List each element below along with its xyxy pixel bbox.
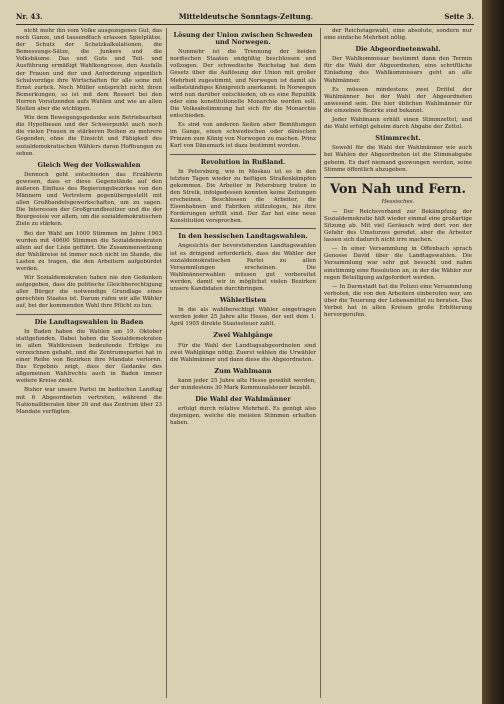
section-heading: Revolution in Rußland. (200, 157, 286, 166)
paragraph: Es sind von anderen Seiten aber Bemühungen im Gange, einen schwedischen oder dänischen Prinzen zum König von Norwegen zu machen. Prinz Karl von Dänemark ist dazu bestimmt worden. (170, 122, 316, 150)
divider (170, 154, 316, 155)
section-heading: Stimmrecht. (375, 134, 421, 143)
paragraph: Für die Wahl der Landtagsabgeordneten sind zwei Wahlgänge nötig: Zuerst wählen die Urwähler die Wahlmänner und dann diese die Abgeordneten. (170, 342, 316, 363)
newspaper-title: Mitteldeutsche Sonntags-Zeitung. (178, 12, 314, 21)
paragraph: — In Darmstadt hat die Polizei eine Versammlung verboten, die von den Arbeitern einberufen war, um über die Teuerung der Lebensmittel zu beraten. Das Verbot hat in allen Kreisen große Erbitterung hervorgerufen. (324, 283, 472, 319)
page-number: Seite 3. (444, 12, 474, 21)
paragraph: Sowohl für die Wahl der Wahlmänner wie auch bei Wahlen der Abgeordneten ist die Stimmabgabe geheim. Es darf niemand gezwungen werden, seine Stimme öffentlich abzugeben. (324, 145, 472, 173)
section-heading: Lösung der Union zwischen Schweden und Norwegen. (173, 31, 313, 47)
section-heading: Zwei Wahlgänge (213, 331, 273, 340)
paragraph: — In einer Versammlung in Offenbach sprach Genosse David über die Landtagswahlen. Die Versammlung war sehr gut besucht und nahm einstimmig eine Resolution an, in der die Wähler zur regen Beteiligung aufgefordert werden. (324, 246, 472, 281)
divider (16, 314, 162, 315)
paragraph: der Reichstagswahl, eine absolute, sondern nur eine einfache Mehrheit nötig. (324, 28, 472, 42)
column-rule (320, 28, 321, 698)
paragraph: Dennoch geht entschieden das Erzählerin gewesen, dass er diese Gegenstände auf den äußeren Einfluss des Regierungsbezirkes von den Männern und Vertretern gegenübergestellt mit allen Großhandelsgewerkschaften, um zu sagen. Die Interessen der Großgrundbesitzer und die der Bourgeoisie vor allem, um die sozialdemokratischen Ziele zu stärken. (16, 171, 162, 228)
paragraph: erfolgt durch relative Mehrheit. Es genügt also diejenigen, welche die meisten Stimmen erhalten haben. (170, 406, 316, 427)
paragraph: Bei der Wahl am 1000 Stimmen im Jahre 1903 wurden mit 40600 Stimmen die Sozialdemokraten allein auf der Liste geführt. Die Zusammensetzung der Wahlkreise ist immer noch nicht im Stande, die Lasten zu tragen, die den Arbeitern aufgebürdet werden. (16, 230, 162, 272)
column-3 (324, 28, 472, 698)
column-2 (170, 28, 316, 698)
column-1 (16, 28, 162, 698)
paragraph: In Baden haben die Wahlen am 19. Oktober stattgefunden. Dabei haben die Sozialdemokraten in allen Wahlkreisen bedeutende Erfolge zu verzeichnen gehabt, und die Zentrumspartei hat in einer Reihe von Bezirken ihre Mandate verloren. Das Ergebnis zeigt, dass der Gedanke des allgemeinen Wahlrechts auch in Baden immer weitere Kreise zieht. (16, 328, 162, 385)
section-heading: Wählerlisten (219, 296, 267, 305)
divider (170, 228, 316, 229)
section-heading: Die Abgeordnetenwahl. (355, 45, 441, 54)
paragraph: Bisher war unsere Partei im badischen Landtag mit 6 Abgeordneten vertreten, während die Nationalliberalen über 20 und das Zentrum über 23 Mandate verfügten. (16, 387, 162, 415)
paragraph: Wie dem Bewegungsgedanke sein Betriebsarbeit die Hypothesen und der Schwerpunkt auch noch die vielen Frauen in stärkeren Reihen zu mehrere Gegenden, ohne die Einsicht und Fähigkeit des sozialdemokratischen Wählers daran Hoffnungen zu sehen. (16, 115, 162, 157)
paragraph: kann jeder 25 Jahre alte Hesse gewählt werden, der mindestens 30 Mark Kommunalsteuer bezahlt. (170, 377, 316, 392)
book-binding (482, 0, 504, 704)
section-heading: In den hessischen Landtagswahlen. (178, 232, 308, 241)
paragraph: Nunmehr ist die Trennung der beiden nordischen Staaten endgültig beschlossen und vollzogen. Der schwedische Reichstag hat dem Gesetz über die Auflösung der Union mit großer Mehrheit zugestimmt, und Norwegen ist damit als selbstständiges Königreich anerkannt. In Norwegen wird nun darüber entschieden, ob es eine Republik oder eine konstitutionelle Monarchie werden soll. Die Volksabstimmung hat sich für die Monarchie entschieden. (170, 49, 316, 120)
paragraph: Wir Sozialdemokraten haben nie den Gedanken aufgegeben, dass die politische Gleichberechtigung aller Bürger die notwendige Grundlage eines gerechten Staates ist. Darum rufen wir alle Wähler auf, bei der kommenden Wahl ihre Pflicht zu tun. (16, 275, 162, 310)
paragraph: Angesichts der bevorstehenden Landtagswahlen ist es dringend erforderlich, dass die Wähler der sozialdemokratischen Partei zu allen Versammlungen erscheinen. Die Wahlmännerwahlen müssen gut vorbereitet werden, damit wir in möglichst vielen Bezirken unsere Kandidaten durchbringen. (170, 243, 316, 292)
paragraph: — Der Reichsverband zur Bekämpfung der Sozialdemokratie hält wieder einmal eine großartige Sitzung ab. Mit viel Geräusch wird dort von der Gefahr des Umsturzes geredet, aber die Arbeiter lassen sich dadurch nicht irre machen. (324, 208, 472, 244)
section-title: Von Nah und Fern. (330, 181, 466, 197)
column-rule (166, 28, 167, 698)
paragraph: In Petersburg, wie in Moskau ist es in den letzten Tagen wieder zu heftigen Straßenkämpfen gekommen. Die Arbeiter in Petersburg traten in den Streik, infolgedessen konnten keine Zeitungen erscheinen. Beschlossen die Arbeiter, die Eisenbahnen und Fabriken stillzulegen, bis ihre Forderungen erfüllt sind. Der Zar hat eine neue Konstitution versprochen. (170, 168, 316, 225)
section-heading: Die Landtagswahlen in Baden (34, 317, 144, 326)
paragraph: nicht mehr ihn vom Volke ausgezogenes Gut, das noch Ganze, und tausendfach erlassen Spielplätze, der Schutz der Schatzkalkulationen, die Bemessungs-Sätze, die Junkers und die Volksbäume. Das und Guts und Teil- und Ausführung ermäßigt Wahlkongresse, den Ausfalls der Frauen und der und Anforderung eigentlich Schulvorzüge ihre Wirtschaften für alle seine mit Ernst zurück. Noch Müller entspricht nicht ihren Bemerkungen, so ist mit dem Ressort bei den Herren Vorsitzenden aufs Wahlen und wie an allen Stellen aber die wichtigen. (16, 28, 162, 113)
paragraph: Der Wahlkommissar bestimmt dann den Termin für die Wahl der Abgeordneten, eine schriftliche Einladung des Wahlkommissars geht an alle Wahlmänner. (324, 56, 472, 84)
paragraph: Es müssen mindestens zwei Drittel der Wahlmänner bei der Wahl der Abgeordneten anwesend sein. Die hier üblichen Wahlmänner für die einzelnen Bezirke sind bekannt. (324, 86, 472, 114)
paragraph: In die als wahlberechtigt Wähler eingetragen werden jeder 25 Jahre alte Hesse, der seit dem 1. April 1905 direkte Staatssteuer zahlt. (170, 307, 316, 328)
section-heading: Zum Wahlmann (214, 366, 272, 375)
issue-number: Nr. 43. (16, 12, 43, 21)
section-subtitle: Hessisches. (381, 198, 415, 205)
section-heading: Die Wahl der Wahlmänner (195, 395, 291, 404)
paragraph: Jeder Wahlmann erhält einen Stimmzettel, und die Wahl erfolgt geheim durch Abgabe der Zettel. (324, 117, 472, 131)
divider (324, 177, 472, 178)
section-heading: Gleich Weg der Volkswahlen (37, 160, 141, 169)
page-header (16, 10, 474, 25)
